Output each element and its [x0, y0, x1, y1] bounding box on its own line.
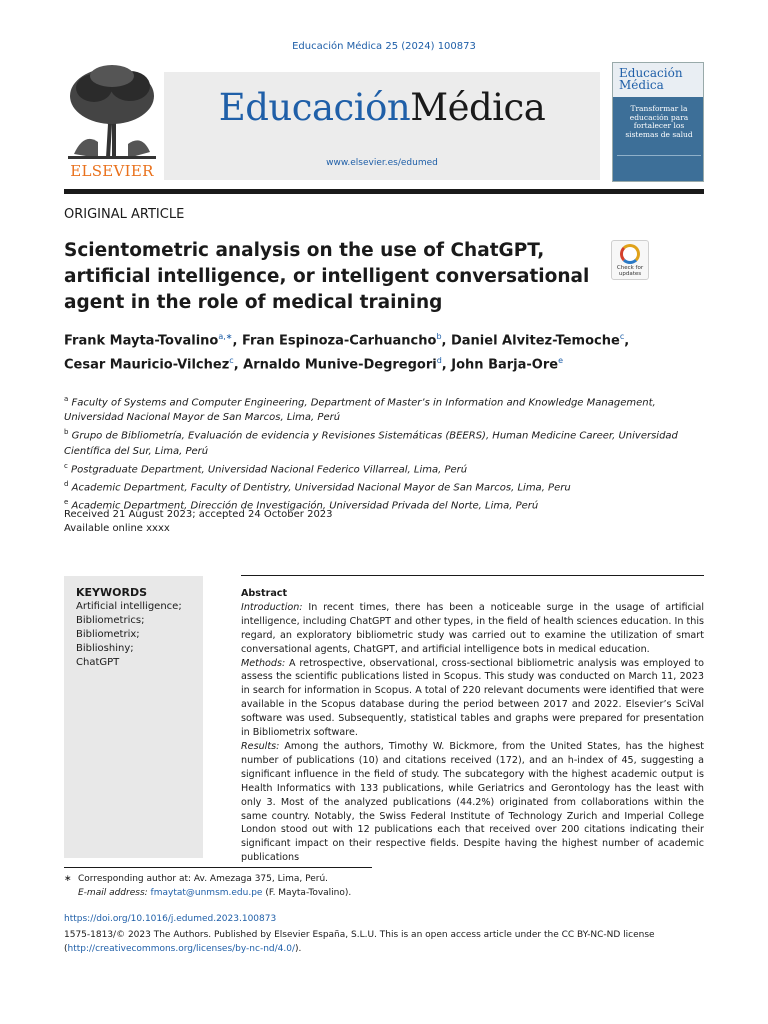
affiliation-item: $^d$ Academic Department, Faculty of Dentistry, Universidad Nacional Mayor de San Marcos, Lima, Peru — [64, 479, 571, 494]
section-text: In recent times, there has been a noticeable surge in the usage of artificial intelligence, including ChatGPT and other types, in the field of health sciences education. In this regard, an exploratory bibliometric study was carried out to examine the utilization of smart conversational agents, ChatGPT, and artificial intelligence bots in medical education. — [241, 601, 704, 655]
email-line: E-mail address: fmaytat@unmsm.edu.pe (F. Mayta-Tovalino). — [78, 888, 352, 898]
abstract-section — [241, 740, 704, 865]
journal-banner — [164, 72, 600, 180]
affiliation-item: $^a$ Faculty of Systems and Computer Engineering, Department of Master’s in Information and Knowledge Management, Universidad Nacional Mayor de San Marcos, Lima, Perú — [64, 395, 656, 424]
section-text: Among the authors, Timothy W. Bickmore, from the United States, has the highest number of publications (10) and citations received (172), and an h-index of 45, suggesting a significant influence in the field of study. The subcategory with the highest academic output is Health Informatics with 133 publications, while Geriatrics and Gerontology has the least with only 3. Most of the analyzed publications (44.2%) originated from collaborations within the same country. Notably, the Swiss Federal Institute of Technology Zurich and Imperial College London stood out with 12 publications each that received over 200 citations indicating their significant impact on their respective fields. Despite having the highest number of academic publications — [241, 740, 704, 864]
article-dates — [64, 508, 333, 536]
abstract-section — [241, 657, 704, 740]
keyword-item: Bibliometrix; — [76, 629, 140, 640]
author-affiliation-link[interactable]: d — [436, 356, 442, 366]
section-label: Methods: — [241, 657, 286, 669]
cover-subtitle: Transformar la educación para fortalecer los sistemas de salud — [625, 104, 693, 139]
check-updates-icon — [620, 244, 640, 264]
footnote-marker: ∗ — [64, 874, 72, 884]
elsevier-wordmark: ELSEVIER — [70, 162, 154, 180]
doi-link[interactable]: https://doi.org/10.1016/j.edumed.2023.100873 — [64, 914, 277, 924]
email-link[interactable]: fmaytat@unmsm.edu.pe — [150, 888, 263, 898]
check-for-updates-button[interactable] — [611, 240, 649, 280]
author-name: Cesar Mauricio-Vilchez — [64, 357, 230, 373]
cover-footer — [617, 155, 701, 177]
journal-name[interactable] — [164, 86, 600, 129]
keywords-heading: KEYWORDS — [76, 586, 148, 599]
author-name: John Barja-Ore — [451, 357, 559, 373]
abstract — [241, 587, 704, 865]
article-title: Scientometric analysis on the use of ChatGPT, artificial intelligence, or intelligent conversational agent in the role of medical training — [64, 240, 590, 313]
received-date: Received 21 August 2023; accepted 24 October 2023 — [64, 509, 333, 520]
author-name: Arnaldo Munive-Degregori — [243, 357, 437, 373]
cover-title-line1: Educación — [619, 66, 683, 80]
cover-title-line2: Médica — [619, 78, 664, 92]
author-affiliation-link[interactable]: b — [436, 332, 442, 341]
check-updates-label: Check for updates — [616, 265, 644, 277]
license-link[interactable]: http://creativecommons.org/licenses/by-nc-nd/4.0/ — [67, 944, 295, 954]
journal-reference[interactable]: Educación Médica 25 (2024) 100873 — [292, 41, 476, 52]
elsevier-tree-icon — [64, 62, 160, 162]
footnote — [64, 872, 704, 900]
abstract-rule — [241, 575, 704, 576]
author-name: Frank Mayta-Tovalino — [64, 333, 219, 349]
author-list: Frank Mayta-Tovalino$^{a,∗}$, Fran Espinoza-Carhuancho$^b$, Daniel Alvitez-Temoche$^c$, Cesar Mauricio-Vilchez$^c$, Arnaldo Munive-Degregori$^d$, John Barja-Ore$^e$ — [64, 332, 630, 373]
abstract-heading: Abstract — [241, 588, 288, 599]
keywords-box — [64, 576, 203, 858]
header-rule — [64, 189, 704, 194]
footnote-rule — [64, 867, 372, 868]
affiliation-item: $^e$ Academic Department, Dirección de Investigación, Universidad Privada del Norte, Lima, Perú — [64, 498, 539, 512]
section-label: Introduction: — [241, 601, 303, 613]
author-name: Daniel Alvitez-Temoche — [450, 333, 620, 349]
author-name: Fran Espinoza-Carhuancho — [241, 333, 437, 349]
journal-url[interactable]: www.elsevier.es/edumed — [326, 158, 438, 168]
affiliation-item: $^c$ Postgraduate Department, Universidad Nacional Federico Villarreal, Lima, Perú — [64, 461, 468, 475]
online-date: Available online xxxx — [64, 523, 170, 534]
journal-name-part1: Educación — [218, 86, 411, 129]
abstract-section — [241, 601, 704, 657]
masthead — [64, 62, 704, 190]
journal-cover[interactable] — [612, 62, 704, 182]
keyword-item: Biblioshiny; — [76, 643, 134, 654]
affiliation-item: $^b$ Grupo de Bibliometría, Evaluación de evidencia y Revisiones Sistemáticas (BEERS), Human Medicine Career, Universidad Científica del Sur, Lima, Perú — [64, 428, 678, 457]
cover-title — [619, 67, 683, 91]
author-affiliation-link[interactable]: e — [558, 356, 563, 366]
author-affiliation-link[interactable]: c — [229, 356, 234, 366]
license-statement: 1575-1813/© 2023 The Authors. Published by Elsevier España, S.L.U. This is an open access article under the CC BY-NC-ND license (http://creativecommons.org/licenses/by-nc-nd/4.0/). — [64, 930, 655, 954]
email-label: E-mail address: — [78, 888, 148, 898]
keyword-item: Bibliometrics; — [76, 615, 145, 626]
author-affiliation-link[interactable]: c — [619, 332, 625, 341]
article-type: ORIGINAL ARTICLE — [64, 207, 185, 222]
keyword-item: Artificial intelligence; — [76, 601, 182, 612]
section-text: A retrospective, observational, cross-sectional bibliometric analysis was employed to assess the scientific publications listed in Scopus. This study was conducted on March 11, 2023 in search for information in Scopus. A total of 220 relevant documents were identified that were available in the Scopus database during the period between 2017 and 2022. Elsevier’s SciVal software was used. Subsequently, statistical tables and graphs were prepared for presentation in Bibliometrix software. — [241, 657, 704, 739]
keyword-item: ChatGPT — [76, 657, 120, 668]
affiliations — [64, 392, 704, 514]
journal-name-part2: Médica — [410, 86, 546, 129]
corresponding-author: ∗ Corresponding author at: Av. Amezaga 375, Lima, Perú. — [64, 874, 329, 884]
section-label: Results: — [241, 740, 280, 752]
author-affiliation-link[interactable]: a,∗ — [218, 332, 233, 341]
elsevier-logo[interactable] — [64, 62, 160, 180]
